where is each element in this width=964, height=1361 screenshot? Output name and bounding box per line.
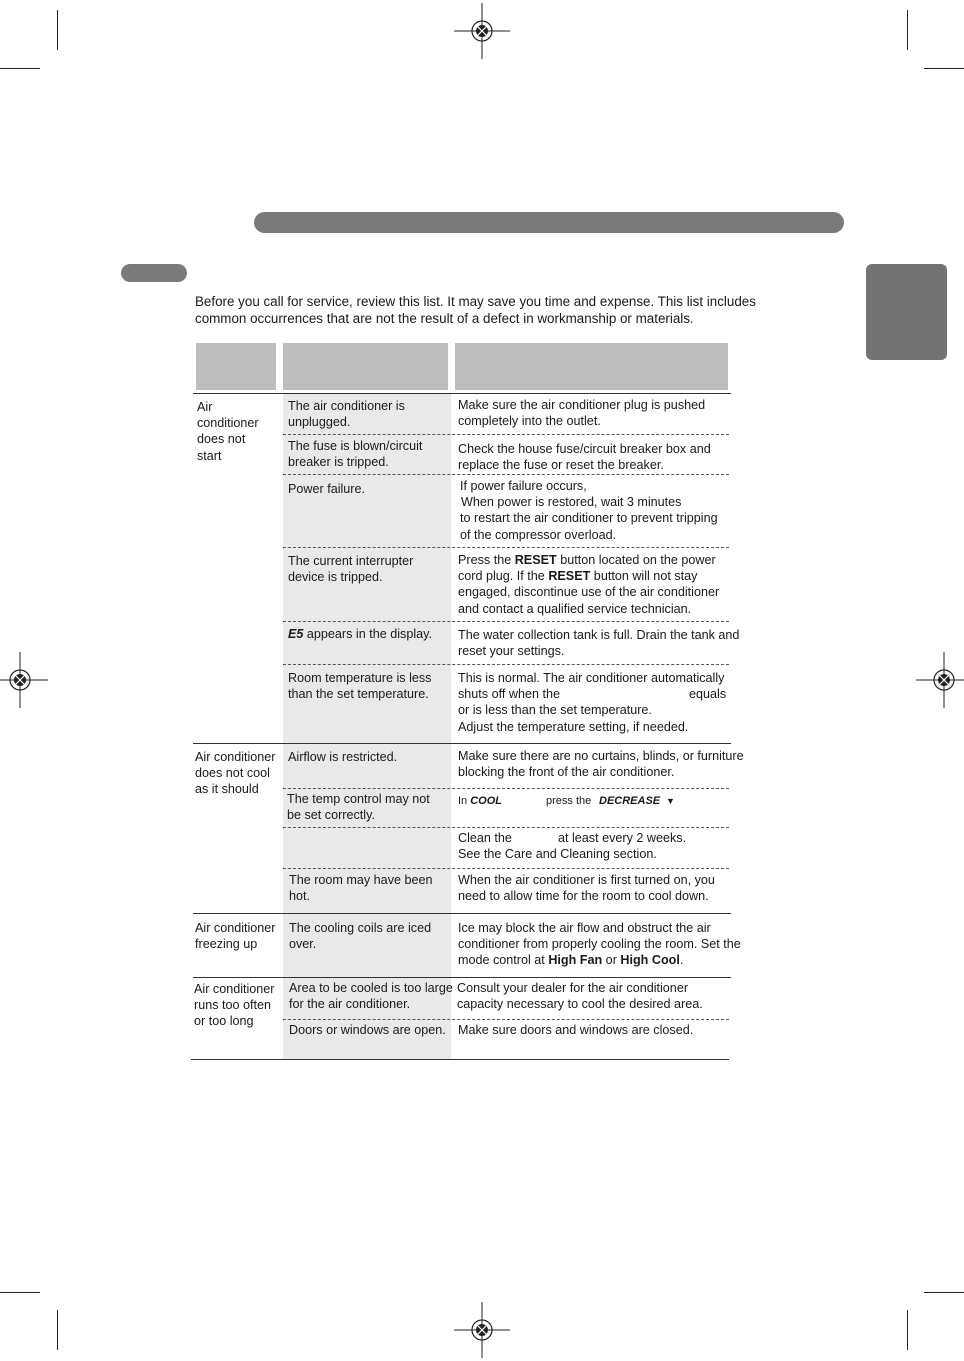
solution-cell: Make sure the air conditioner plug is pushed completely into the outlet. — [458, 398, 706, 429]
cause-cell: Airflow is restricted. — [288, 750, 398, 764]
solution-text: or — [602, 953, 621, 968]
cause-cell: The fuse is blown/circuit breaker is tripped. — [288, 439, 423, 470]
group-divider — [193, 743, 731, 744]
table-header-problem — [196, 343, 276, 390]
solution-line: of the compressor overload. — [460, 527, 617, 542]
solution-cell: Consult your dealer for the air conditioner capacity necessary to cool the desired area. — [457, 981, 703, 1012]
solution-cell: Make sure doors and windows are closed. — [458, 1023, 694, 1037]
group-divider — [193, 977, 731, 978]
row-divider — [193, 393, 731, 394]
solution-line: to restart the air conditioner to prevent tripping — [460, 511, 718, 526]
solution-text: equals — [689, 687, 727, 702]
down-arrow-icon: ▼ — [666, 796, 675, 806]
cause-cell: Doors or windows are open. — [289, 1023, 446, 1037]
row-divider — [283, 547, 729, 548]
row-divider — [283, 1019, 729, 1020]
intro-line: common occurrences that are not the result of a defect in workmanship or materials. — [195, 310, 694, 326]
cause-cell: The temp control may not be set correctly. — [287, 792, 430, 823]
solution-cell: Check the house fuse/circuit breaker box and replace the fuse or reset the breaker. — [458, 442, 711, 473]
problem-cell: Air conditioner runs too often or too long — [194, 982, 275, 1029]
solution-line — [458, 830, 748, 846]
mode-label: High Cool — [620, 953, 680, 968]
cause-cell: The air conditioner is unplugged. — [288, 399, 405, 430]
cause-cell: Area to be cooled is too large for the air conditioner. — [289, 981, 453, 1012]
solution-text: press the — [546, 795, 592, 807]
solution-line — [458, 686, 748, 702]
mode-label: High Fan — [548, 953, 603, 968]
solution-cell: Make sure there are no curtains, blinds, or furniture blocking the front of the air conditioner. — [458, 749, 744, 780]
table-bottom-rule — [191, 1059, 729, 1060]
intro-text — [195, 294, 795, 327]
problem-cell: Air conditioner does not start — [197, 400, 259, 463]
solution-line: This is normal. The air conditioner automatically — [458, 671, 725, 685]
cause-cell: Power failure. — [288, 482, 365, 496]
problem-cell: Air conditioner freezing up — [195, 921, 276, 952]
registration-mark-icon — [0, 652, 48, 708]
reset-label: RESET — [548, 569, 591, 584]
cause-cell: The current interrupter device is tripped. — [288, 554, 414, 585]
registration-mark-icon — [454, 1302, 510, 1358]
crop-mark — [907, 1310, 908, 1350]
title-bar — [254, 212, 844, 233]
crop-mark — [0, 68, 40, 69]
row-divider — [283, 827, 729, 828]
group-divider — [193, 913, 731, 914]
side-tab — [866, 264, 947, 360]
registration-mark-icon — [916, 652, 964, 708]
row-divider — [283, 621, 729, 622]
row-divider — [283, 868, 729, 869]
solution-cell — [460, 478, 750, 543]
cause-cell: The room may have been hot. — [289, 873, 433, 904]
registration-mark-icon — [454, 3, 510, 59]
crop-mark — [57, 1310, 58, 1350]
reset-label: RESET — [514, 553, 557, 567]
row-divider — [283, 788, 729, 789]
solution-cell: When the air conditioner is first turned on, you need to allow time for the room to cool down. — [458, 873, 715, 904]
cause-text: appears in the display. — [303, 627, 432, 641]
solution-line: When power is restored, wait 3 minutes — [461, 495, 682, 510]
solution-cell — [458, 670, 748, 735]
problem-cell: Air conditioner does not cool as it should — [195, 750, 276, 797]
crop-mark — [924, 1292, 964, 1293]
intro-line: Before you call for service, review this list. It may save you time and expense. This list includes — [195, 294, 756, 309]
crop-mark — [57, 10, 58, 50]
cause-cell: Room temperature is less than the set temperature. — [288, 671, 432, 702]
row-divider — [283, 664, 729, 665]
decrease-label: DECREASE — [599, 795, 661, 807]
table-header-cause — [283, 343, 448, 390]
solution-text: Ice may block the air flow and obstruct the air conditioner from properly cooling the room. Set the mode control at — [458, 921, 741, 968]
crop-mark — [924, 68, 964, 69]
solution-cell — [458, 830, 748, 862]
crop-mark — [907, 10, 908, 50]
solution-text: In — [458, 795, 471, 807]
crop-mark — [0, 1292, 40, 1293]
solution-text: at least every 2 weeks. — [558, 831, 687, 845]
solution-text: button will not stay engaged, discontinue use of the air conditioner and contact a qualified service technician. — [458, 569, 720, 616]
mode-label: COOL — [470, 795, 503, 807]
error-code: E5 — [288, 627, 304, 641]
row-divider — [283, 434, 729, 435]
table-header-solution — [455, 343, 728, 390]
solution-line: Adjust the temperature setting, if needed. — [458, 719, 689, 734]
solution-text: button located on the power cord plug. If the — [458, 553, 716, 584]
solution-line: or is less than the set temperature. — [458, 703, 652, 718]
solution-cell — [458, 920, 746, 969]
solution-text: Press the — [458, 553, 515, 567]
solution-text: Clean the — [458, 831, 512, 845]
solution-line: If power failure occurs, — [460, 479, 587, 493]
row-divider — [283, 474, 729, 475]
solution-cell — [458, 552, 742, 617]
cause-cell: The cooling coils are iced over. — [289, 921, 432, 952]
solution-text: . — [679, 953, 684, 968]
section-pill — [121, 264, 187, 282]
solution-cell — [458, 793, 748, 809]
solution-text: shuts off when the — [458, 687, 560, 702]
solution-cell: The water collection tank is full. Drain the tank and reset your settings. — [458, 628, 740, 659]
cause-cell — [288, 626, 450, 642]
solution-line: See the Care and Cleaning section. — [458, 847, 657, 862]
